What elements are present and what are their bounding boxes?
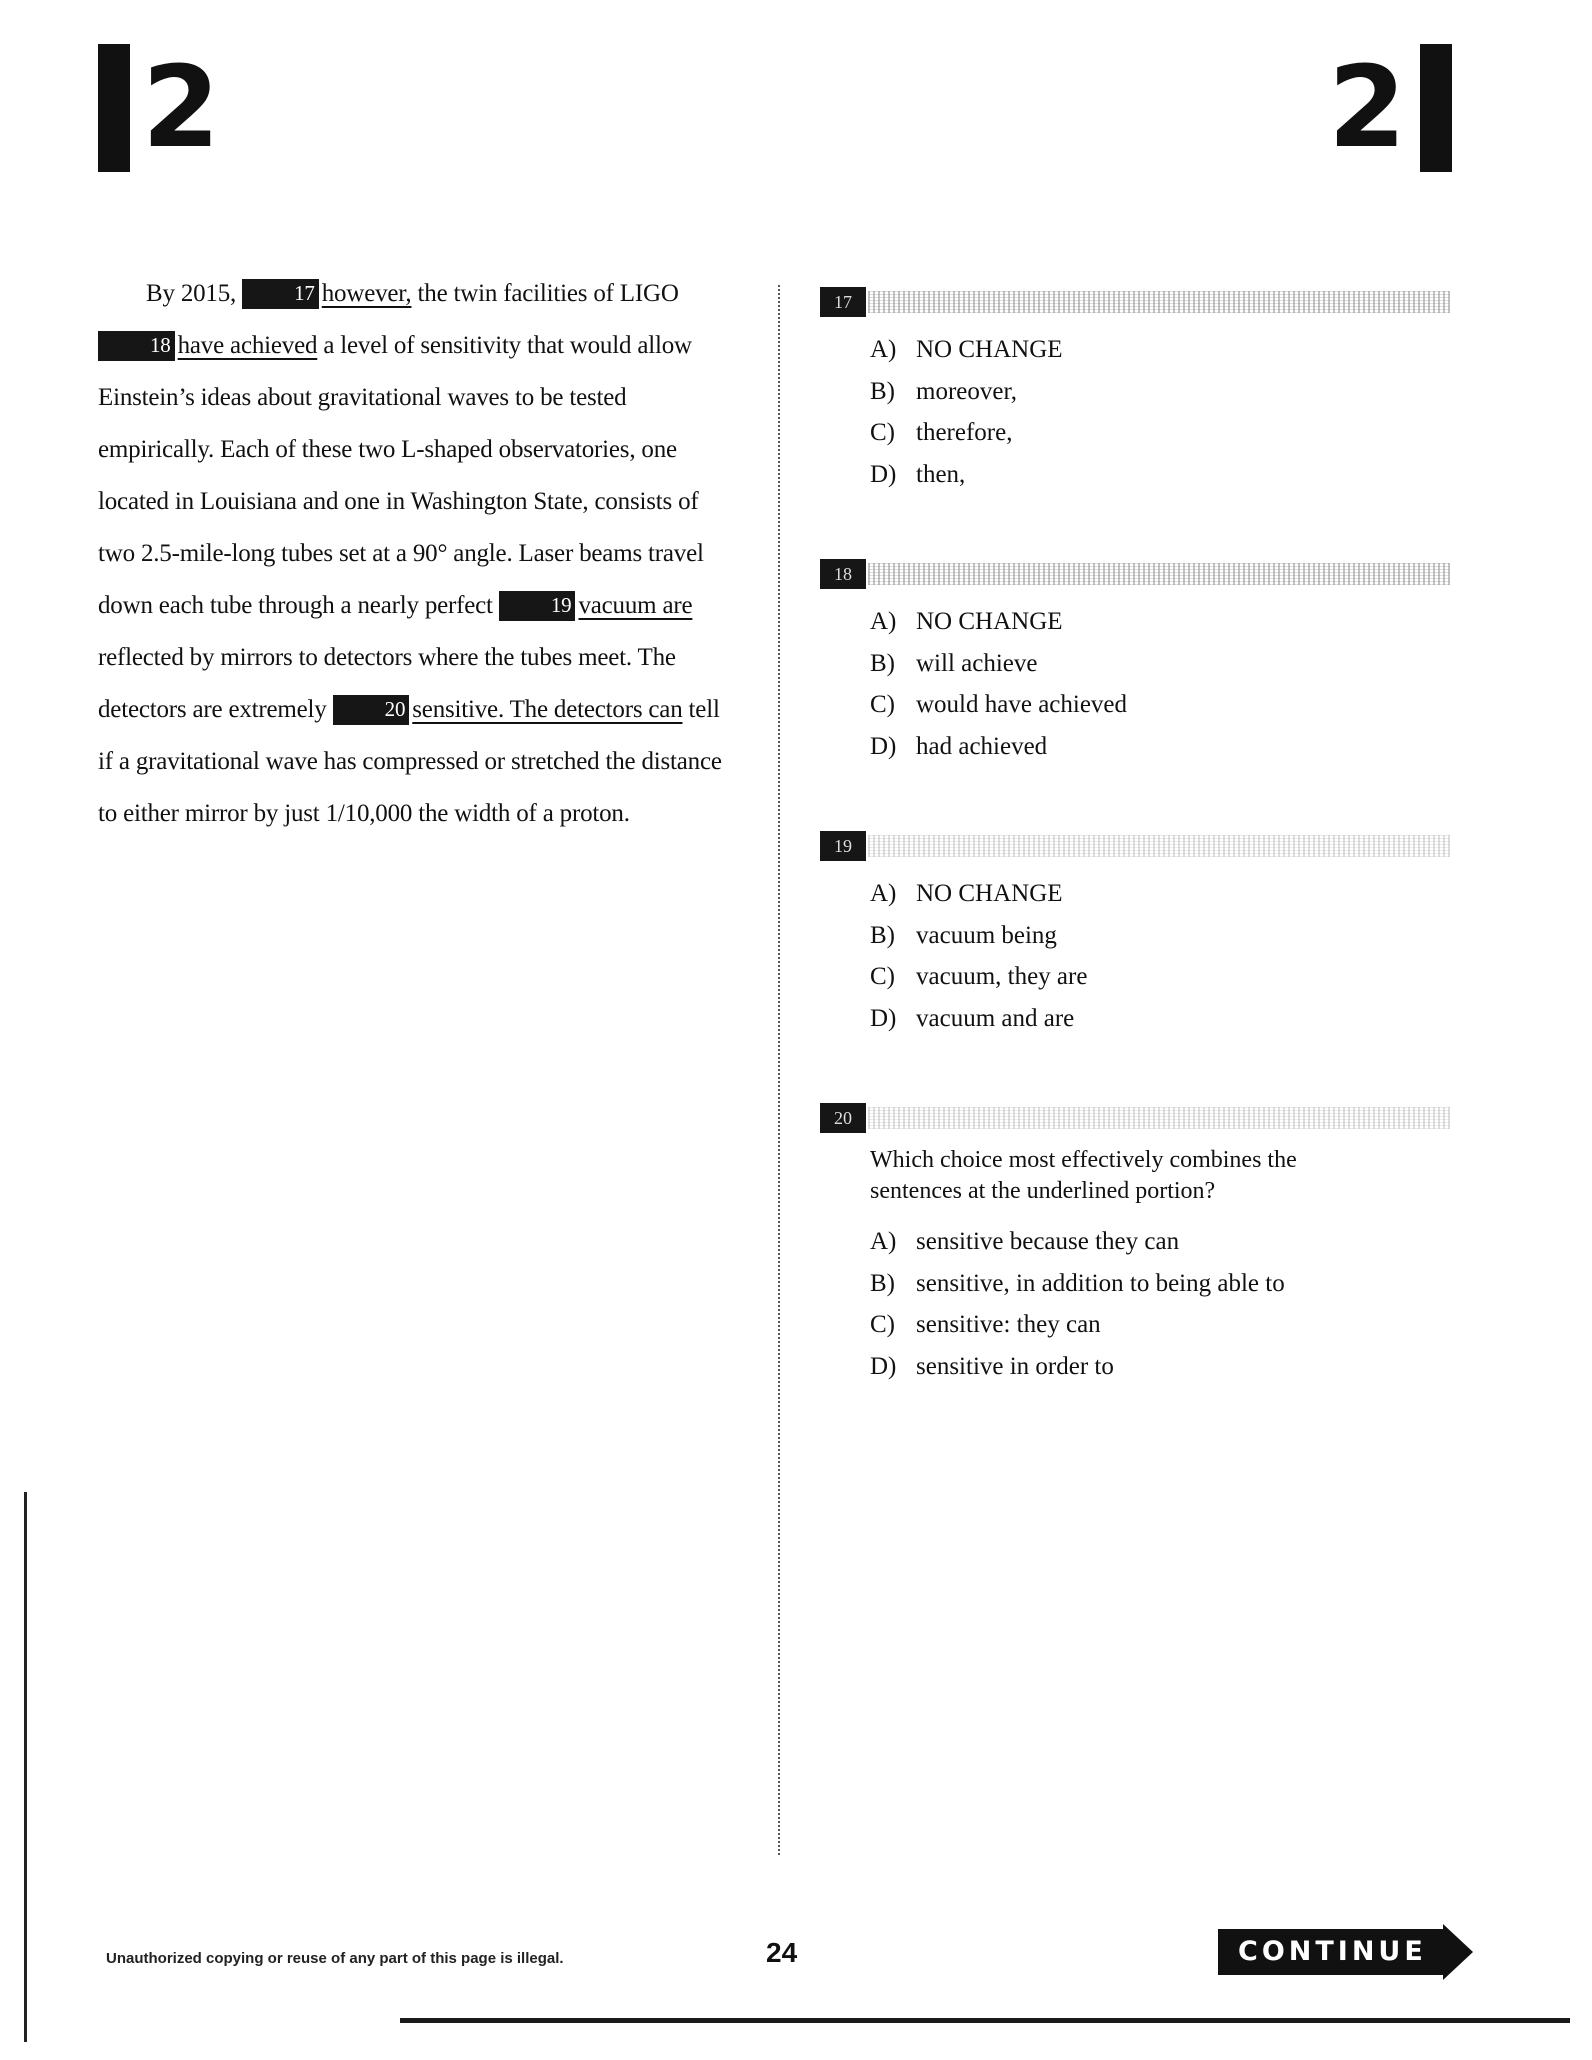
choice-letter: C) xyxy=(870,963,895,990)
choice-text: moreover, xyxy=(916,377,1018,405)
inline-question-number: 20 xyxy=(333,695,410,725)
inline-question-number: 17 xyxy=(242,279,319,309)
choice-text: sensitive because they can xyxy=(916,1228,1180,1255)
choice-text: NO CHANGE xyxy=(916,336,1063,363)
inline-question-number: 18 xyxy=(98,331,175,361)
passage-text-run: tell if a gravitational wave has compressed or stretched the distance to either mirror by just 1/10,000 the width of a proton. xyxy=(98,696,722,827)
redacted-scan-noise xyxy=(868,291,1450,313)
choice-a[interactable] xyxy=(870,601,1450,643)
page-number: 24 xyxy=(766,1937,798,1968)
question-header xyxy=(820,285,1450,319)
choice-a[interactable] xyxy=(870,1221,1450,1263)
scan-edge-line-bottom xyxy=(400,2018,1570,2023)
question-20 xyxy=(820,1101,1450,1387)
copyright-notice: Unauthorized copying or reuse of any part of this page is illegal. xyxy=(106,1950,564,1967)
choice-letter: D) xyxy=(870,1352,897,1380)
underlined-portion: sensitive. The detectors can xyxy=(412,696,683,723)
question-number: 18 xyxy=(820,559,866,589)
question-19 xyxy=(820,829,1450,1039)
choice-text: will achieve xyxy=(916,649,1038,677)
choice-letter: A) xyxy=(870,336,897,363)
choice-text: sensitive: they can xyxy=(916,1311,1101,1338)
choice-d[interactable] xyxy=(870,454,1450,496)
answer-choices xyxy=(820,329,1450,495)
choice-a[interactable] xyxy=(870,873,1450,915)
question-18 xyxy=(820,557,1450,767)
choice-c[interactable] xyxy=(870,1304,1450,1346)
answer-choices xyxy=(820,601,1450,767)
continue-label: CONTINUE xyxy=(1218,1929,1443,1975)
redacted-scan-noise xyxy=(868,1107,1450,1129)
section-number-left xyxy=(98,44,220,172)
section-number-right xyxy=(1328,44,1452,172)
choice-letter: D) xyxy=(870,460,897,488)
choice-b[interactable] xyxy=(870,1263,1450,1305)
question-number: 17 xyxy=(820,287,866,317)
choice-text: sensitive in order to xyxy=(916,1352,1114,1380)
section-bar-right xyxy=(1420,44,1452,172)
choice-d[interactable] xyxy=(870,1346,1450,1388)
choice-text: had achieved xyxy=(916,732,1048,760)
column-divider xyxy=(778,285,780,1855)
question-number: 20 xyxy=(820,1103,866,1133)
question-number: 19 xyxy=(820,831,866,861)
choice-letter: B) xyxy=(870,921,895,949)
choice-letter: A) xyxy=(870,608,897,635)
passage-text-run: reflected by mirrors to detectors where the tubes meet. The detectors are extremely xyxy=(98,644,676,723)
choice-letter: C) xyxy=(870,419,895,446)
choice-text: would have achieved xyxy=(916,691,1128,718)
choice-c[interactable] xyxy=(870,684,1450,726)
choice-text: NO CHANGE xyxy=(916,880,1063,907)
redacted-scan-noise xyxy=(868,563,1450,585)
choice-a[interactable] xyxy=(870,329,1450,371)
underlined-portion: however, xyxy=(321,280,412,307)
choice-text: sensitive, in addition to being able to xyxy=(916,1269,1285,1297)
passage-paragraph xyxy=(98,268,738,840)
passage-text-run: a level of sensitivity that would allow Einstein’s ideas about gravitational waves to be tested empirically. Each of these two L-shaped observatories, one located in Louisiana and one in Washington State, consists of two 2.5-mile-long tubes set at a 90° angle. Laser beams travel down each tube through a nearly perfect xyxy=(98,332,704,619)
choice-text: then, xyxy=(916,460,966,488)
choice-b[interactable] xyxy=(870,915,1450,957)
passage-text-run: the twin facilities of LIGO xyxy=(411,280,679,307)
answer-choices xyxy=(820,873,1450,1039)
underlined-portion: have achieved xyxy=(177,332,318,359)
choice-letter: C) xyxy=(870,691,895,718)
question-header xyxy=(820,557,1450,591)
choice-c[interactable] xyxy=(870,956,1450,998)
passage-text-run: By 2015, xyxy=(146,280,243,307)
inline-question-number: 19 xyxy=(499,591,576,621)
scan-edge-line-left xyxy=(24,1492,27,2042)
passage xyxy=(98,268,738,840)
answer-choices xyxy=(820,1221,1450,1387)
choice-text: vacuum being xyxy=(916,921,1057,949)
section-number-left-text: 2 xyxy=(142,43,220,173)
choice-letter: C) xyxy=(870,1311,895,1338)
choice-b[interactable] xyxy=(870,371,1450,413)
choice-letter: A) xyxy=(870,880,897,907)
choice-c[interactable] xyxy=(870,412,1450,454)
choice-letter: B) xyxy=(870,649,895,677)
choice-d[interactable] xyxy=(870,998,1450,1040)
choice-letter: D) xyxy=(870,732,897,760)
question-prompt: Which choice most effectively combines the sentences at the underlined portion? xyxy=(870,1147,1297,1204)
choice-d[interactable] xyxy=(870,726,1450,768)
section-bar-left xyxy=(98,44,130,172)
choice-letter: A) xyxy=(870,1228,897,1255)
redacted-scan-noise xyxy=(868,835,1450,857)
choice-text: vacuum and are xyxy=(916,1004,1075,1032)
choice-text: NO CHANGE xyxy=(916,608,1063,635)
choice-text: vacuum, they are xyxy=(916,963,1088,990)
choice-text: therefore, xyxy=(916,419,1013,446)
question-17 xyxy=(820,285,1450,495)
choice-letter: B) xyxy=(870,377,895,405)
section-number-right-text: 2 xyxy=(1328,43,1406,173)
arrow-right-icon xyxy=(1443,1924,1473,1980)
choice-b[interactable] xyxy=(870,643,1450,685)
question-header xyxy=(820,1101,1450,1135)
underlined-portion: vacuum are xyxy=(578,592,693,619)
choice-letter: D) xyxy=(870,1004,897,1032)
choice-letter: B) xyxy=(870,1269,895,1297)
question-header xyxy=(820,829,1450,863)
continue-button[interactable] xyxy=(1218,1924,1473,1980)
